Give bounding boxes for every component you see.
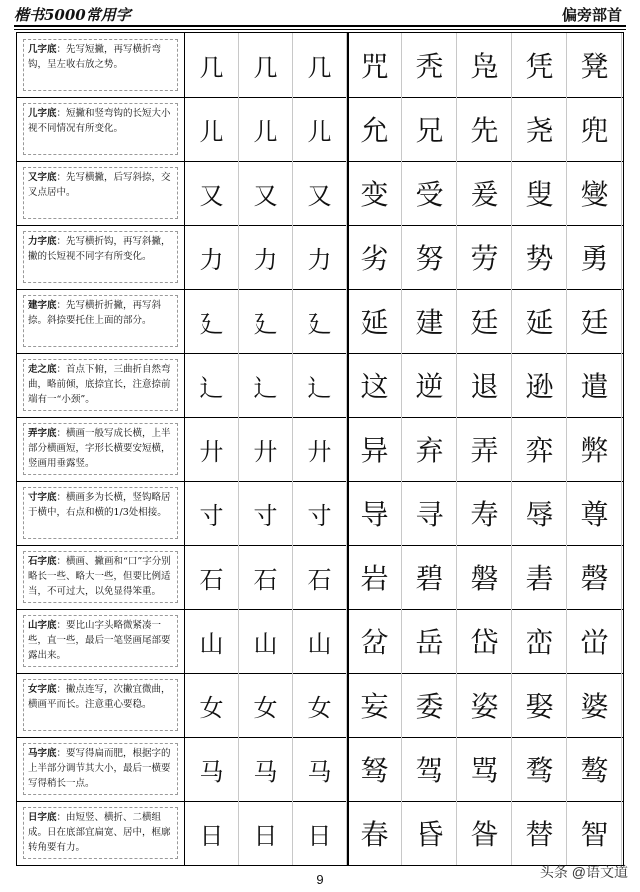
watermark: 头条 @语文道 xyxy=(539,864,628,880)
example-char-cell: 努 xyxy=(403,225,457,289)
example-char-cell: 姿 xyxy=(458,673,512,737)
example-char-cell: 勇 xyxy=(568,225,622,289)
table-row xyxy=(17,545,623,610)
description-box xyxy=(23,487,178,539)
radical-text: ：先写横撇，后写斜捺，交叉点居中。 xyxy=(28,172,171,198)
radical-practice-cell: 又 xyxy=(185,161,239,225)
radical-practice-cell: 山 xyxy=(293,609,347,673)
radical-text: ：要比山字头略微紧凑一些，直一些，最后一笔竖画尾部要露出来。 xyxy=(28,620,171,661)
book-title: 楷书5000常用字 xyxy=(14,6,131,24)
radical-name: 走之底 xyxy=(28,364,57,375)
radical-description xyxy=(17,609,185,673)
radical-practice-cell: 石 xyxy=(185,545,239,609)
radical-text: ：首点下俯，三曲折自然弯曲，略前倾，底捺宜长，注意捺前端有一“小颈”。 xyxy=(28,364,171,405)
radical-practice-cell: 石 xyxy=(293,545,347,609)
radical-text: ：横画多为长横，竖钩略居于横中，右点和横的1/3处相接。 xyxy=(28,492,171,518)
example-char-cell: 廷 xyxy=(568,289,622,353)
example-char-cell: 变 xyxy=(348,161,402,225)
radical-description xyxy=(17,481,185,545)
table-row xyxy=(17,609,623,674)
radical-practice-cell: 儿 xyxy=(239,97,293,161)
radical-text: ：横画一般写成长横，上半部分横画短，字形长横要安短横，竖画用垂露竖。 xyxy=(28,428,171,469)
radical-description xyxy=(17,801,185,865)
radical-name: 日字底 xyxy=(28,812,57,823)
example-char-cell: 春 xyxy=(348,801,402,865)
radical-practice-cell: 廴 xyxy=(293,289,347,353)
radical-practice-cell: 日 xyxy=(185,801,239,865)
example-char-cell: 导 xyxy=(348,481,402,545)
example-char-cell: 磬 xyxy=(568,545,622,609)
description-box xyxy=(23,551,178,603)
example-char-cell: 替 xyxy=(513,801,567,865)
radical-name: 又字底 xyxy=(28,172,57,183)
example-char-cell: 婆 xyxy=(568,673,622,737)
radical-practice-cell: 日 xyxy=(239,801,293,865)
radical-description xyxy=(17,33,185,97)
table-row xyxy=(17,417,623,482)
radical-practice-cell: 廴 xyxy=(185,289,239,353)
example-char-cell: 逆 xyxy=(403,353,457,417)
table-row xyxy=(17,225,623,290)
description-box xyxy=(23,359,178,411)
example-char-cell: 碧 xyxy=(403,545,457,609)
table-row xyxy=(17,737,623,802)
radical-practice-cell: 石 xyxy=(239,545,293,609)
radical-practice-cell: 马 xyxy=(239,737,293,801)
radical-name: 山字底 xyxy=(28,620,57,631)
example-char-cell: 异 xyxy=(348,417,402,481)
description-box xyxy=(23,679,178,731)
table-row xyxy=(17,33,623,98)
radical-text: ：短撇和竖弯钩的长短大小视不同情况有所变化。 xyxy=(28,108,171,134)
description-box xyxy=(23,423,178,475)
table-row xyxy=(17,353,623,418)
example-char-cell: 遣 xyxy=(568,353,622,417)
radical-name: 儿字底 xyxy=(28,108,57,119)
page-number: 9 xyxy=(316,872,324,887)
example-char-cell: 兄 xyxy=(403,97,457,161)
radical-description xyxy=(17,289,185,353)
radical-practice-cell: 几 xyxy=(185,33,239,97)
example-char-cell: 弊 xyxy=(568,417,622,481)
table-row xyxy=(17,161,623,226)
radical-practice-cell: 廾 xyxy=(185,417,239,481)
example-char-cell: 延 xyxy=(348,289,402,353)
example-char-cell: 劳 xyxy=(458,225,512,289)
section-title: 偏旁部首 xyxy=(561,6,622,24)
example-char-cell: 咒 xyxy=(348,33,402,97)
radical-practice-cell: 马 xyxy=(185,737,239,801)
radical-description xyxy=(17,225,185,289)
table-row xyxy=(17,801,623,866)
radical-description xyxy=(17,97,185,161)
example-char-cell: 势 xyxy=(513,225,567,289)
example-char-cell: 智 xyxy=(568,801,622,865)
radical-text: ：要写得扁而肥，根据字的上半部分调节其大小，最后一横要写得稍长一点。 xyxy=(28,748,171,789)
radical-practice-cell: 山 xyxy=(185,609,239,673)
radical-practice-cell: 日 xyxy=(293,801,347,865)
radical-practice-cell: 寸 xyxy=(239,481,293,545)
description-box xyxy=(23,103,178,155)
radical-text: ：由短竖、横折、二横组成。日在底部宜扁宽、居中，框廓转角要有力。 xyxy=(28,812,171,853)
example-char-cell: 受 xyxy=(403,161,457,225)
radical-table xyxy=(16,32,624,866)
radical-description xyxy=(17,417,185,481)
example-char-cell: 爰 xyxy=(458,161,512,225)
example-char-cell: 骂 xyxy=(458,737,512,801)
description-box xyxy=(23,295,178,347)
radical-practice-cell: 山 xyxy=(239,609,293,673)
example-char-cell: 凫 xyxy=(458,33,512,97)
radical-practice-cell: 辶 xyxy=(185,353,239,417)
radical-description xyxy=(17,737,185,801)
example-char-cell: 尊 xyxy=(568,481,622,545)
example-char-cell: 岔 xyxy=(348,609,402,673)
radical-description xyxy=(17,545,185,609)
example-char-cell: 尧 xyxy=(513,97,567,161)
radical-name: 几字底 xyxy=(28,44,57,55)
radical-name: 弄字底 xyxy=(28,428,57,439)
table-row xyxy=(17,289,623,354)
radical-practice-cell: 辶 xyxy=(293,353,347,417)
example-char-cell: 燮 xyxy=(568,161,622,225)
radical-name: 建字底 xyxy=(28,300,57,311)
example-char-cell: 岳 xyxy=(403,609,457,673)
example-char-cell: 寻 xyxy=(403,481,457,545)
example-char-cell: 妄 xyxy=(348,673,402,737)
radical-practice-cell: 儿 xyxy=(293,97,347,161)
example-char-cell: 峦 xyxy=(513,609,567,673)
example-char-cell: 昝 xyxy=(458,801,512,865)
description-box xyxy=(23,807,178,859)
radical-practice-cell: 儿 xyxy=(185,97,239,161)
radical-practice-cell: 力 xyxy=(293,225,347,289)
radical-practice-cell: 女 xyxy=(293,673,347,737)
radical-practice-cell: 几 xyxy=(239,33,293,97)
example-char-cell: 兜 xyxy=(568,97,622,161)
radical-text: ：横画、撇画和“口”字分别略长一些、略大一些，但要比例适当，不可过大，以免显得笨重。 xyxy=(28,556,171,597)
radical-text: ：先写横折折撇，再写斜捺。斜捺要托住上面的部分。 xyxy=(28,300,162,326)
example-char-cell: 驽 xyxy=(348,737,402,801)
description-box xyxy=(23,743,178,795)
example-char-cell: 弈 xyxy=(513,417,567,481)
description-box xyxy=(23,615,178,667)
example-char-cell: 岱 xyxy=(458,609,512,673)
radical-practice-cell: 又 xyxy=(239,161,293,225)
example-char-cell: 先 xyxy=(458,97,512,161)
radical-practice-cell: 女 xyxy=(185,673,239,737)
example-char-cell: 秃 xyxy=(403,33,457,97)
example-char-cell: 叟 xyxy=(513,161,567,225)
example-char-cell: 凳 xyxy=(568,33,622,97)
description-box xyxy=(23,39,178,91)
radical-practice-cell: 廾 xyxy=(239,417,293,481)
example-char-cell: 昏 xyxy=(403,801,457,865)
example-char-cell: 允 xyxy=(348,97,402,161)
example-char-cell: 退 xyxy=(458,353,512,417)
radical-practice-cell: 寸 xyxy=(293,481,347,545)
example-char-cell: 娶 xyxy=(513,673,567,737)
radical-name: 马字底 xyxy=(28,748,57,759)
radical-description xyxy=(17,161,185,225)
example-char-cell: 弃 xyxy=(403,417,457,481)
example-char-cell: 砉 xyxy=(513,545,567,609)
example-char-cell: 骜 xyxy=(568,737,622,801)
description-box xyxy=(23,167,178,219)
radical-description xyxy=(17,673,185,737)
radical-name: 女字底 xyxy=(28,684,57,695)
page-header xyxy=(14,4,626,26)
radical-practice-cell: 又 xyxy=(293,161,347,225)
radical-practice-cell: 寸 xyxy=(185,481,239,545)
header-rule-thin xyxy=(14,29,626,30)
table-row xyxy=(17,97,623,162)
radical-name: 石字底 xyxy=(28,556,57,567)
radical-practice-cell: 女 xyxy=(239,673,293,737)
header-rule xyxy=(14,25,626,27)
radical-practice-cell: 力 xyxy=(239,225,293,289)
radical-practice-cell: 马 xyxy=(293,737,347,801)
example-char-cell: 这 xyxy=(348,353,402,417)
radical-practice-cell: 几 xyxy=(293,33,347,97)
example-char-cell: 委 xyxy=(403,673,457,737)
radical-text: ：先写横折钩，再写斜撇，撇的长短视不同字有所变化。 xyxy=(28,236,171,262)
example-char-cell: 岩 xyxy=(348,545,402,609)
example-char-cell: 峃 xyxy=(568,609,622,673)
example-char-cell: 建 xyxy=(403,289,457,353)
radical-description xyxy=(17,353,185,417)
example-char-cell: 骛 xyxy=(513,737,567,801)
example-char-cell: 驾 xyxy=(403,737,457,801)
example-char-cell: 逊 xyxy=(513,353,567,417)
radical-name: 力字底 xyxy=(28,236,57,247)
radical-practice-cell: 廴 xyxy=(239,289,293,353)
table-row xyxy=(17,481,623,546)
radical-practice-cell: 廾 xyxy=(293,417,347,481)
radical-text: ：先写短撇，再写横折弯钩，呈左收右放之势。 xyxy=(28,44,162,70)
example-char-cell: 弄 xyxy=(458,417,512,481)
example-char-cell: 劣 xyxy=(348,225,402,289)
radical-practice-cell: 力 xyxy=(185,225,239,289)
table-row xyxy=(17,673,623,738)
example-char-cell: 辱 xyxy=(513,481,567,545)
radical-practice-cell: 辶 xyxy=(239,353,293,417)
example-char-cell: 廷 xyxy=(458,289,512,353)
example-char-cell: 延 xyxy=(513,289,567,353)
radical-text: ：撇点连写，次撇宜微曲，横画平而长。注意重心要稳。 xyxy=(28,684,171,710)
example-char-cell: 磐 xyxy=(458,545,512,609)
radical-name: 寸字底 xyxy=(28,492,57,503)
description-box xyxy=(23,231,178,283)
example-char-cell: 凭 xyxy=(513,33,567,97)
example-char-cell: 寿 xyxy=(458,481,512,545)
